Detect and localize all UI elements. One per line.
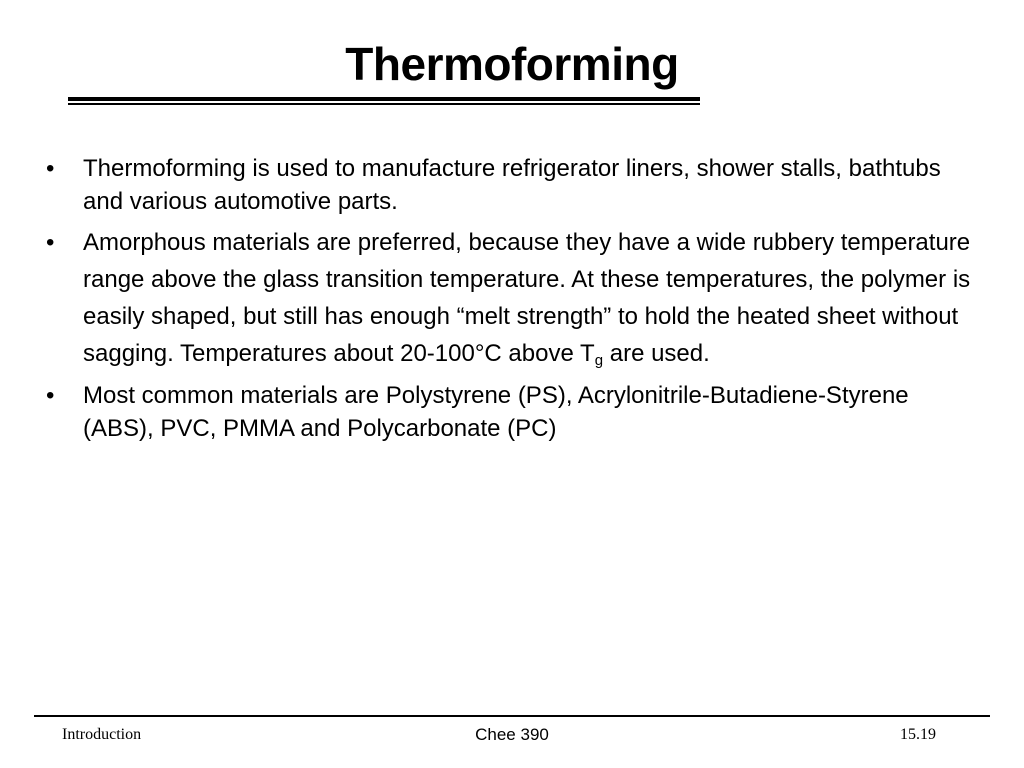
slide-title: Thermoforming (345, 38, 679, 90)
bullet-marker: • (46, 229, 55, 256)
footer-course-label: Chee 390 (475, 725, 549, 744)
bullet-item-2 (46, 224, 976, 372)
bullet-marker: • (46, 382, 55, 409)
footer-slide-number: 15.19 (900, 726, 936, 743)
tg-subscript: g (594, 352, 604, 369)
bullet-text-2: Amorphous materials are preferred, because they have a wide rubbery temperature range above the glass transition temperature. At these temperatures, the polymer is easily shaped, but still has enough “melt strength” to hold the heated sheet without sagging. Temperatures about 20-100°C above T (83, 229, 971, 367)
bullet-item-1 (46, 152, 976, 218)
footer-section-label: Introduction (62, 726, 142, 743)
bullet-text-3: Most common materials are Polystyrene (PS), Acrylonitrile-Butadiene-Styrene (ABS), PVC, PMMA and Polycarbonate (PC) (83, 382, 909, 442)
title-underline-thin (68, 103, 700, 105)
bullet-item-3 (46, 379, 976, 445)
bullet-marker: • (46, 155, 55, 182)
footer-divider (34, 715, 990, 717)
bullet-list (46, 152, 976, 445)
bullet-text-1: Thermoforming is used to manufacture refrigerator liners, shower stalls, bathtubs and various automotive parts. (83, 155, 941, 215)
title-underline-thick (68, 97, 700, 101)
bullet-text-2-end: are used. (603, 340, 710, 367)
